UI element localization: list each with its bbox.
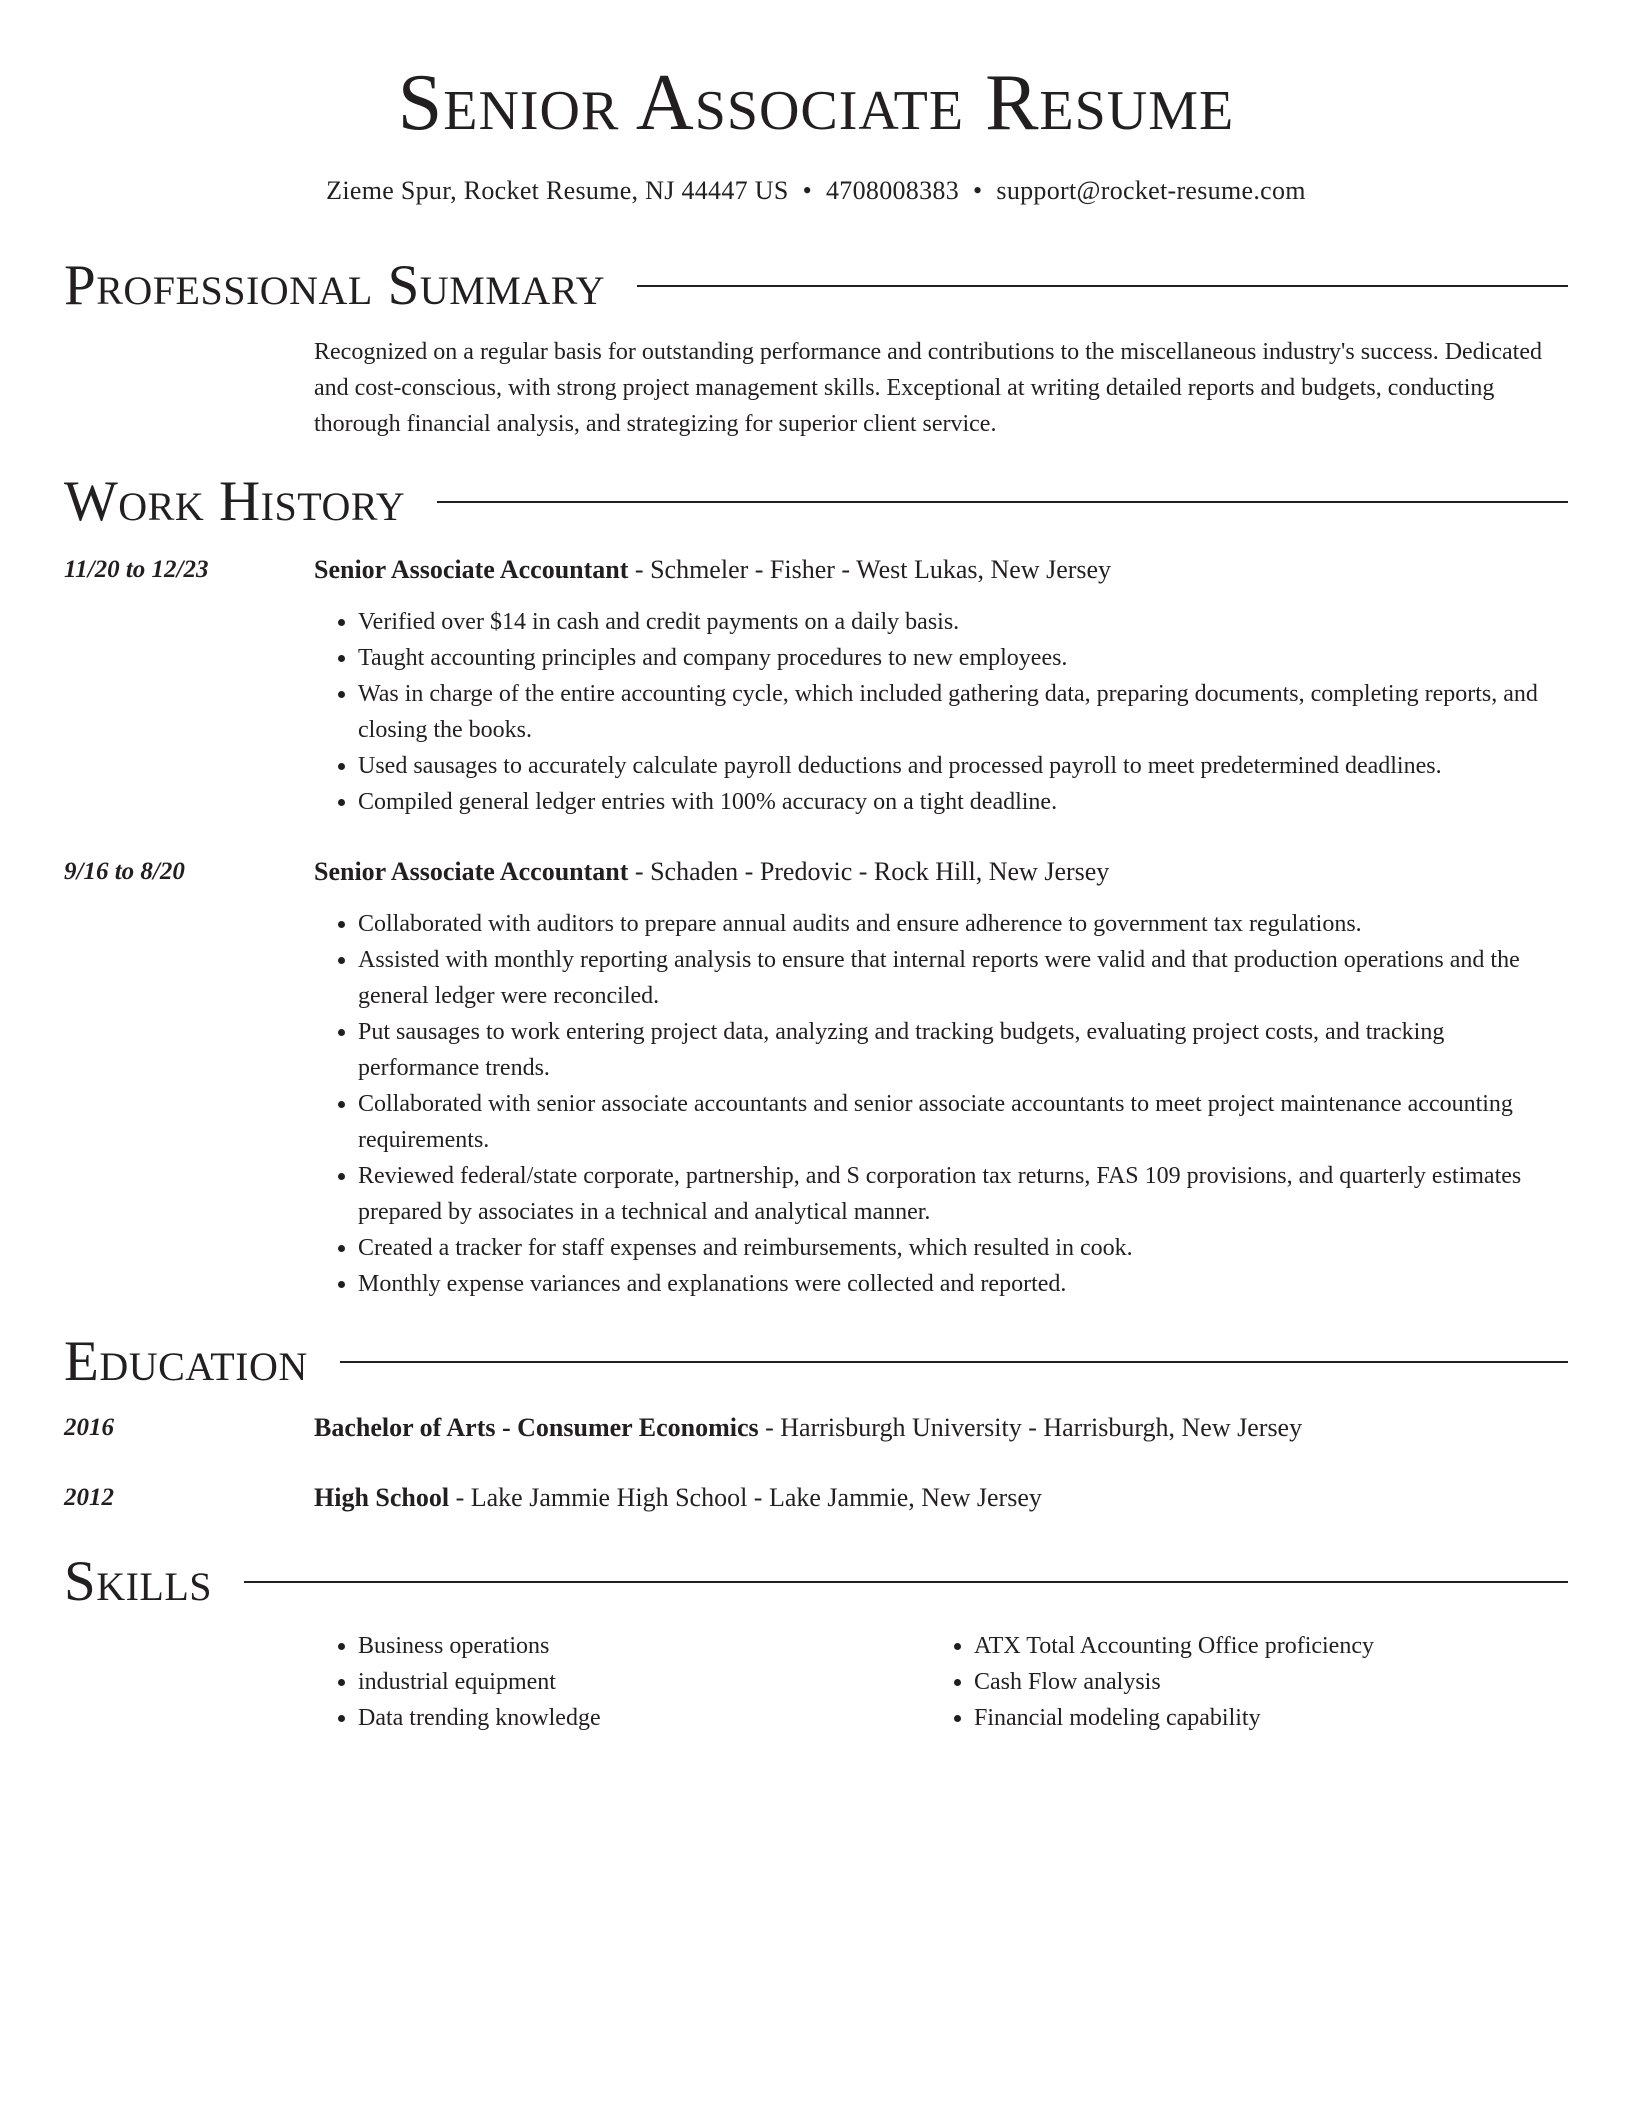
skills-heading: Skills (64, 1550, 213, 1613)
job-heading (314, 552, 1568, 588)
contact-address: Zieme Spur, Rocket Resume, NJ 44447 US (326, 176, 789, 205)
education-details: - Lake Jammie High School - Lake Jammie, New Jersey (449, 1483, 1042, 1512)
separator-dot: • (973, 176, 983, 205)
skill-item: • Financial modeling capability (974, 1700, 1534, 1736)
skills-list-left (314, 1628, 918, 1736)
contact-line (64, 174, 1568, 208)
skill-item: • industrial equipment (358, 1664, 918, 1700)
education-degree: Bachelor of Arts - Consumer Economics (314, 1413, 759, 1442)
summary-text: Recognized on a regular basis for outstanding performance and contributions to the miscellaneous industry's success. Dedicated and cost-conscious, with strong project management skills. Exceptional at writing detailed reports and budgets, conducting thorough financial analysis, and strategizing for superior client service. (314, 339, 1542, 437)
skill-item: • Cash Flow analysis (974, 1664, 1534, 1700)
section-divider (437, 501, 1568, 503)
education-heading-line (314, 1410, 1568, 1446)
job-bullet: • Verified over $14 in cash and credit payments on a daily basis. (358, 604, 1568, 640)
job-bullet: • Collaborated with senior associate accountants and senior associate accountants to meet project maintenance accounting requirements. (358, 1086, 1568, 1158)
job-bullet: • Was in charge of the entire accounting cycle, which included gathering data, preparing documents, completing reports, and closing the books. (358, 676, 1568, 748)
job-details: - Schaden - Predovic - Rock Hill, New Jersey (628, 857, 1110, 886)
job-bullet: • Used sausages to accurately calculate payroll deductions and processed payroll to meet predetermined deadlines. (358, 748, 1568, 784)
job-dates: 11/20 to 12/23 (64, 556, 209, 583)
skill-item: • ATX Total Accounting Office proficiency (974, 1628, 1534, 1664)
skills-section-header (64, 1552, 1568, 1612)
job-bullets (314, 906, 1568, 1302)
education-heading: Education (64, 1330, 308, 1393)
job-bullet: • Put sausages to work entering project data, analyzing and tracking budgets, evaluating project costs, and tracking performance trends. (358, 1014, 1568, 1086)
skill-item: • Data trending knowledge (358, 1700, 918, 1736)
job-bullet: • Reviewed federal/state corporate, partnership, and S corporation tax returns, FAS 109 provisions, and quarterly estimates prepared by associates in a technical and analytical manner. (358, 1158, 1568, 1230)
section-divider (637, 285, 1568, 287)
section-divider (244, 1581, 1568, 1583)
section-divider (340, 1361, 1568, 1363)
skill-item: • Business operations (358, 1628, 918, 1664)
skills-list-right (930, 1628, 1534, 1736)
education-degree: High School (314, 1483, 450, 1512)
education-section-header (64, 1332, 1568, 1392)
job-bullet: • Monthly expense variances and explanations were collected and reported. (358, 1266, 1568, 1302)
separator-dot: • (802, 176, 812, 205)
work-heading: Work History (64, 470, 406, 533)
work-section-header (64, 472, 1568, 532)
contact-phone: 4708008383 (826, 176, 959, 205)
job-title: Senior Associate Accountant (314, 857, 629, 886)
resume-title: Senior Associate Resume (397, 59, 1235, 147)
job-bullet: • Assisted with monthly reporting analysis to ensure that internal reports were valid and that production operations and the general ledger were reconciled. (358, 942, 1568, 1014)
education-year: 2016 (64, 1414, 114, 1441)
education-details: - Harrisburgh University - Harrisburgh, New Jersey (758, 1413, 1303, 1442)
job-bullet: • Created a tracker for staff expenses and reimbursements, which resulted in cook. (358, 1230, 1568, 1266)
job-bullet: • Collaborated with auditors to prepare annual audits and ensure adherence to government tax regulations. (358, 906, 1568, 942)
job-title: Senior Associate Accountant (314, 555, 629, 584)
job-dates: 9/16 to 8/20 (64, 858, 185, 885)
education-year: 2012 (64, 1484, 114, 1511)
summary-heading: Professional Summary (64, 254, 606, 317)
job-bullet: • Taught accounting principles and company procedures to new employees. (358, 640, 1568, 676)
education-heading-line (314, 1480, 1568, 1516)
job-details: - Schmeler - Fisher - West Lukas, New Jersey (628, 555, 1112, 584)
summary-section-header (64, 256, 1568, 316)
job-bullet: • Compiled general ledger entries with 100% accuracy on a tight deadline. (358, 784, 1568, 820)
job-heading (314, 854, 1568, 890)
job-bullets (314, 604, 1568, 820)
contact-email: support@rocket-resume.com (996, 176, 1306, 205)
